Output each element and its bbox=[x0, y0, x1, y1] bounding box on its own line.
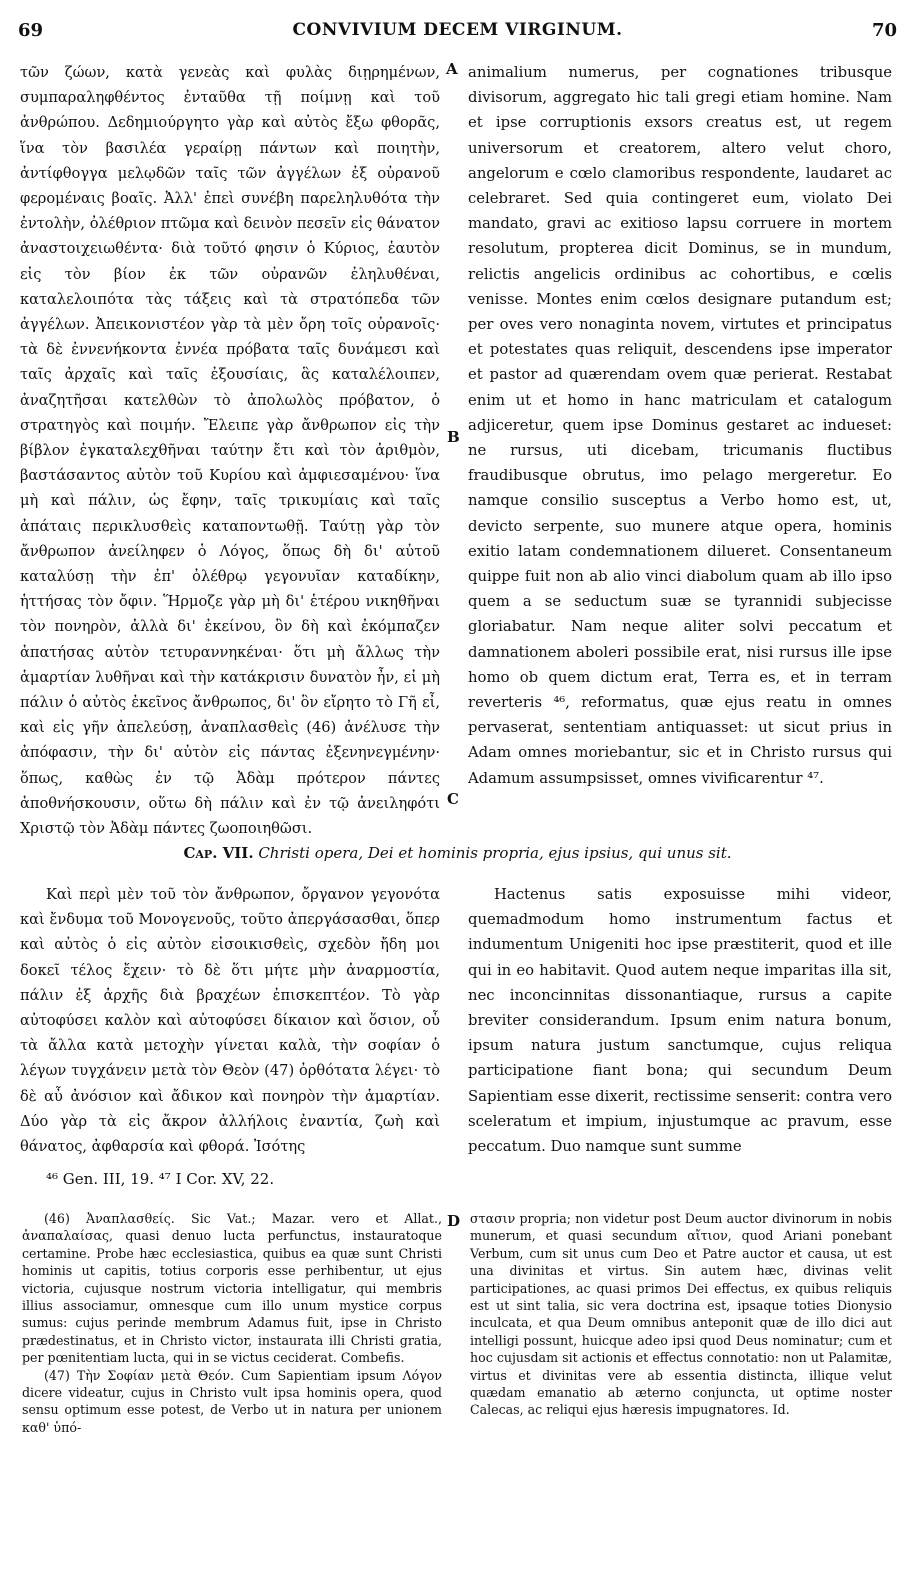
latin-paragraph-bottom: Hactenus satis exposuisse mihi videor, quemadmodum homo instrumentum factus et indumentum Unigeniti hoc ipse præstiterit, quod et ille qui in eo habitavit. Quod autem neque imparitas illa sit, nec inconcinnitas dissonantiaque, rursus a capite breviter considerandum. Ipsum enim natura bonum, ipsum natura justum sanctumque, cujus reliqua participatione fiant bona; qui secundum Deum Sapientiam esse dixerit, rectissime senserit: contra vero sceleratum et impium, injustumque ac pravum, esse peccatum. Duo namque sunt summe bbox=[468, 886, 892, 1156]
margin-letter-b: B bbox=[447, 428, 460, 446]
running-title: CONVIVIUM DECEM VIRGINUM. bbox=[292, 20, 623, 40]
scripture-references: ⁴⁶ Gen. III, 19. ⁴⁷ I Cor. XV, 22. bbox=[46, 1170, 275, 1188]
greek-column-top bbox=[20, 60, 440, 841]
notes-left-column bbox=[22, 1210, 442, 1436]
notes-right-column bbox=[470, 1210, 892, 1419]
margin-letter-d: D bbox=[447, 1212, 461, 1230]
margin-letter-c: C bbox=[447, 790, 459, 808]
note-46: (46) Ἀναπλασθείς. Sic Vat.; Mazar. vero et Allat., ἀναπαλαίσας, quasi denuo lucta perfunctus, instauratoque certamine. Probe hæc ecclesiastica, quibus ea quæ sunt Christi hominis ut capitis, totius corporis esse perhibentur, ut ejus victoria, cujusque nostrum victoria intelligatur, qui membris illius associamur, omnesque cum illo unum mystice corpus sumus: cujus perinde membrum Adamus fuit, ipse in Christo prædestinatus, et in Christo victor, instaurata illi Christi gratia, per pœnitentiam lucta, qui in se victus ceciderat. Combefis. bbox=[22, 1211, 442, 1366]
chapter-heading bbox=[20, 844, 895, 862]
note-47-continued: στασιν propria; non videtur post Deum auctor divinorum in nobis munerum, et quasi secundum αἴτιον, quod Ariani ponebant Verbum, cum sit unus cum Deo et Patre auctor et causa, ut est una divinitas et virtus. Sin autem hæc, divinas velit participationes, ac quasi primos Dei effectus, ex quibus reliquis est ut sint talia, sic vera doctrina est, ipsaque toties Dionysio inculcata, et qua Deum omnibus anteponit quæ de illo dici aut intelligi possunt, huicque adeo ipsi quod Deus nominatur; cum et hoc cujusdam sit actionis et effectus connotatio: non ut Palamitæ, virtus et divinitas vere ab essentia distincta, illique velut quædam emanatio ab æterno conjuncta, ut optime noster Calecas, ac reliqui ejus hæresis impugnatores. Id. bbox=[470, 1211, 892, 1418]
running-header bbox=[16, 20, 899, 44]
greek-paragraph-bottom: Καὶ περὶ μὲν τοῦ τὸν ἄνθρωπον, ὄργανον γεγονότα καὶ ἔνδυμα τοῦ Μονογενοῦς, τοῦτο ἀπεργάσασθαι, ὅπερ καὶ αὐτὸς ὁ εἰς αὐτὸν εἰσοικισθεὶς, σχεδὸν ἤδη μοι δοκεῖ τέλος ἔχειν· τὸ δὲ ὅτι μήτε μὴν ἀναρμοστία, πάλιν ἐξ ἀρχῆς διὰ βραχέων ἐπισκεπτέον. Τὸ γὰρ αὐτοφύσει καλὸν καὶ αὐτοφύσει δίκαιον καὶ ὅσιον, οὗ τὰ ἄλλα κατὰ μετοχὴν γίνεται καλὰ, τὴν σοφίαν ὁ λέγων τυγχάνειν μετὰ τὸν Θεὸν (47) ὀρθότατα λέγει· τὸ δὲ αὖ ἀνόσιον καὶ ἄδικον καὶ πονηρὸν τὴν ἁμαρτίαν. Δύο γὰρ τὰ εἰς ἄκρον ἀλλήλοις ἐναντία, ζωὴ καὶ θάνατος, ἀφθαρσία καὶ φθορά. Ἰσότης bbox=[20, 886, 440, 1156]
right-page-number: 70 bbox=[871, 20, 897, 41]
note-47: (47) Τὴν Σοφίαν μετὰ Θεόν. Cum Sapientiam ipsum Λόγον dicere videatur, cujus in Christo vult ipsa hominis opera, quod sensu optimum esse potest, de Verbo ut in natura per unionem καθ' ὑπό- bbox=[22, 1367, 442, 1435]
chapter-number: Cap. VII. bbox=[183, 844, 254, 862]
latin-column-top bbox=[468, 60, 892, 791]
greek-column-bottom bbox=[20, 882, 440, 1159]
latin-column-bottom bbox=[468, 882, 892, 1159]
margin-letter-a: A bbox=[446, 60, 458, 78]
left-page-number: 69 bbox=[18, 20, 44, 41]
chapter-title: Christi opera, Dei et hominis propria, ejus ipsius, qui unus sit. bbox=[258, 844, 732, 862]
greek-paragraph-top: τῶν ζώων, κατὰ γενεὰς καὶ φυλὰς διῃρημένων, συμπαραληφθέντος ἐνταῦθα τῇ ποίμνῃ καὶ τοῦ ἀνθρώπου. Δεδημιούργητο γὰρ καὶ αὐτὸς ἔξω φθορᾶς, ἵνα τὸν βασιλέα γεραίρῃ πάντων καὶ ποιητὴν, ἀντίφθογγα μελῳδῶν ταῖς τῶν ἀγγέλων ἐξ οὐρανοῦ φερομέναις βοαῖς. Ἀλλ' ἐπεὶ συνέβη παρεληλυθότα τὴν ἐντολὴν, ὀλέθριον πτῶμα καὶ δεινὸν πεσεῖν εἰς θάνατον ἀναστοιχειωθέντα· διὰ τοῦτό φησιν ὁ Κύριος, ἑαυτὸν εἰς τὸν βίον ἐκ τῶν οὐρανῶν ἐληλυθέναι, καταλελοιπότα τὰς τάξεις καὶ τὰ στρατόπεδα τῶν ἀγγέλων. Ἀπεικονιστέον γὰρ τὰ μὲν ὄρη τοῖς οὐρανοῖς· τὰ δὲ ἐννενήκοντα ἐννέα πρόβατα ταῖς δυνάμεσι καὶ ταῖς ἀρχαῖς καὶ ταῖς ἐξουσίαις, ἃς καταλέλοιπεν, ἀναζητῆσαι κατελθὼν τὸ ἀπολωλὸς πρόβατον, ὁ στρατηγὸς καὶ ποιμήν. Ἔλειπε γὰρ ἄνθρωπον εἰς τὴν βίβλον ἐγκαταλεχθῆναι ταύτην ἔτι καὶ τὸν ἀριθμὸν, βαστάσαντος αὐτὸν τοῦ Κυρίου καὶ ἀμφιεσαμένου· ἵνα μὴ καὶ πάλιν, ὡς ἔφην, ταῖς τρικυμίαις καὶ ταῖς ἀπάταις περικλυσθεὶς καταποντωθῇ. Ταύτῃ γὰρ τὸν ἄνθρωπον ἀνείληφεν ὁ Λόγος, ὅπως δὴ δι' αὐτοῦ καταλύσῃ τὴν ἐπ' ὀλέθρῳ γεγονυῖαν καταδίκην, ἡττήσας τὸν ὄφιν. Ἥρμοζε γὰρ μὴ δι' ἑτέρου νικηθῆναι τὸν πονηρὸν, ἀλλὰ δι' ἐκείνου, ὃν δὴ καὶ ἐκόμπαζεν ἀπατήσας αὐτὸν τετυραννηκέναι· ὅτι μὴ ἄλλως τὴν ἁμαρτίαν λυθῆναι καὶ τὴν κατάκρισιν δυνατὸν ἦν, εἰ μὴ πάλιν ὁ αὐτὸς ἐκεῖνος ἄνθρωπος, δι' ὃν εἴρητο τὸ Γῆ εἶ, καὶ εἰς γῆν ἀπελεύσῃ, ἀναπλασθεὶς (46) ἀνέλυσε τὴν ἀπόφασιν, τὴν δι' αὐτὸν εἰς πάντας ἐξενηνεγμένην· ὅπως, καθὼς ἐν τῷ Ἀδὰμ πρότερον πάντες ἀποθνήσκουσιν, οὕτω δὴ πάλιν καὶ ἐν τῷ ἀνειληφότι Χριστῷ τὸν Ἀδὰμ πάντες ζωοποιηθῶσι. bbox=[20, 64, 440, 838]
latin-paragraph-top: animalium numerus, per cognationes tribusque divisorum, aggregato hic tali gregi etiam homine. Nam et ipse corruptionis exsors creatus est, ut regem universorum et creatorem, altero velut choro, angelorum e cœlo clamoribus respondente, laudaret ac celebraret. Sed quia contingeret eum, violato Dei mandato, gravi ac exitioso lapsu corruere in mortem resolutum, propterea dicit Dominus, se in mundum, relictis angelicis ordinibus ac cohortibus, e cœlis venisse. Montes enim cœlos designare putandum est; per oves vero nonaginta novem, virtutes et principatus et potestates quas reliquit, descendens ipse imperator et pastor ad quærendam ovem quæ perierat. Restabat enim ut et homo in hanc matriculam et catalogum adjiceretur, quem ipse Dominus gestaret ac indueset: ne rursus, uti dicebam, tricumanis fluctibus fraudibusque obrutus, imo pelago mergeretur. Eo namque consilio susceptus a Verbo homo est, ut, devicto serpente, suo munere atque opera, hominis exitio latam condemnationem dilueret. Consentaneum quippe fuit non ab alio vinci diabolum quam ab illo ipso quem a se seductum suæ se tyrannidi subjecisse gloriabatur. Nam neque aliter solvi peccatum et damnationem aboleri possibile erat, nisi rursus ille ipse homo ob quem dictum erat, Terra es, et in terram reverteris ⁴⁶, reformatus, quæ ejus reatu in omnes pervaserat, sententiam antiquasset: ut sicut prius in Adam omnes moriebantur, sic et in Christo rursus qui Adamum assumpsisset, omnes vivificarentur ⁴⁷. bbox=[468, 64, 892, 787]
